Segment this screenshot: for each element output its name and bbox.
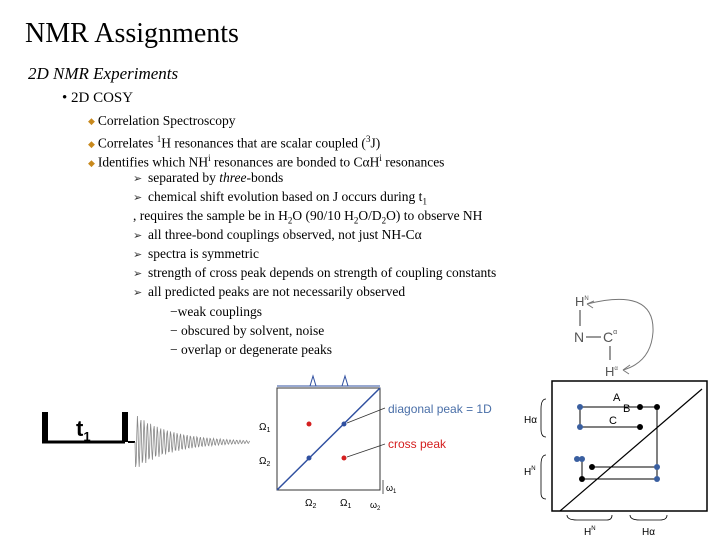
cross-peak	[342, 456, 347, 461]
arrowhead-bullet-icon: ➢	[133, 173, 143, 185]
molecule-fragment-diagram	[565, 292, 705, 382]
cross-pointer	[347, 444, 385, 457]
x-axis-h-n: $H^N$	[584, 526, 596, 538]
sub-item-chemical-shift: ➢ chemical shift evolution based on J occurs during $t_1$	[133, 189, 427, 207]
t1-label: $t_1$	[76, 416, 91, 444]
arrowhead-bullet-icon: ➢	[133, 249, 143, 261]
diagonal-peak-dot	[654, 404, 660, 410]
fid-decay-signal	[135, 416, 250, 467]
spectrum-frame-abc	[552, 381, 707, 511]
w2-axis-label: $\omega_2$	[370, 500, 381, 512]
arrowhead-bullet-icon: ➢	[133, 192, 143, 204]
label-a: A	[613, 392, 621, 404]
x-axis-h-alpha: Hα	[642, 527, 656, 538]
omega1-left-label: $\Omega_1$	[259, 422, 271, 434]
diagonal-line	[277, 388, 380, 490]
sub-item-symmetric: ➢ spectra is symmetric	[133, 244, 259, 265]
diagonal-peak	[307, 456, 312, 461]
n-atom: N	[574, 329, 585, 345]
diagonal-peak-dot	[637, 424, 643, 430]
arrowhead-bullet-icon: ➢	[133, 287, 143, 299]
arrowhead-bullet-icon: ➢	[133, 268, 143, 280]
sub-item-three-bonds: ➢ separated by three-bonds	[133, 168, 283, 189]
item-correlation-spectroscopy: ◆ Correlation Spectroscopy	[88, 113, 236, 128]
sub-item-sample-h2o: , requires the sample be in $H_2O$ (90/10 $H_2O/D_2O$) to observe NH	[133, 208, 483, 226]
w1-axis-label: $\omega_1$	[386, 483, 397, 495]
bullet-2d-cosy: • 2D COSY	[62, 90, 134, 106]
h-alpha-atom: $H^\alpha$	[605, 364, 618, 379]
cosy-2d-schematic	[255, 372, 520, 522]
sub-item-not-observed: ➢ all predicted peaks are not necessarily observed	[133, 282, 405, 303]
sub-item-three-bond-couplings: ➢ all three-bond couplings observed, not just NH-Cα	[133, 225, 422, 246]
diamond-bullet-icon: ◆	[88, 138, 95, 149]
diagonal-peak-dot	[579, 476, 585, 482]
dash-item-overlap: − overlap or degenerate peaks	[170, 342, 333, 357]
diamond-bullet-icon: ◆	[88, 157, 95, 168]
cross-peak-dot	[654, 464, 660, 470]
diagonal-peak	[342, 422, 347, 427]
diagonal-peak-dot	[637, 404, 643, 410]
diagonal-peak-label: diagonal peak = 1D	[388, 402, 492, 416]
label-c: C	[609, 415, 617, 427]
label-b: B	[623, 403, 631, 415]
cross-peak	[307, 422, 312, 427]
y-axis-h-alpha: Hα	[524, 415, 538, 426]
dash-item-obscured: − obscured by solvent, noise	[170, 323, 325, 338]
cross-peak-label: cross peak	[388, 437, 447, 451]
cross-peak-dot	[577, 404, 583, 410]
diamond-bullet-icon: ◆	[88, 116, 95, 126]
omega2-left-label: $\Omega_2$	[259, 456, 271, 468]
h-n-atom: $H^N$	[575, 294, 589, 309]
cross-peak-dot	[574, 456, 580, 462]
cross-peak-dot	[654, 476, 660, 482]
omega2-bottom-label: $\Omega_2$	[305, 498, 317, 510]
dash-item-weak: −weak couplings	[170, 304, 262, 319]
item-identifies: ◆ Identifies which $NH^i$ resonances are bonded to CαH$^i$ resonances	[88, 153, 445, 170]
sub-item-strength: ➢ strength of cross peak depends on strength of coupling constants	[133, 263, 496, 284]
cross-peak-dot	[577, 424, 583, 430]
omega1-bottom-label: $\Omega_1$	[340, 498, 352, 510]
page-subtitle: 2D NMR Experiments	[28, 64, 179, 83]
pulse-sequence-figure	[30, 370, 260, 530]
cosy-spectrum-abc	[512, 375, 720, 540]
top-1d-spectrum	[277, 376, 380, 386]
arrowhead-bullet-icon: ➢	[133, 230, 143, 242]
diagonal-peak-dot	[589, 464, 595, 470]
c-alpha-atom: $C^\alpha$	[603, 329, 618, 345]
page-title: NMR Assignments	[25, 18, 239, 49]
coupling-arc	[587, 299, 653, 370]
item-correlates: ◆ Correlates $^1$H resonances that are scalar coupled ($^3$J)	[88, 134, 381, 151]
y-axis-h-n: $H^N$	[524, 466, 536, 478]
